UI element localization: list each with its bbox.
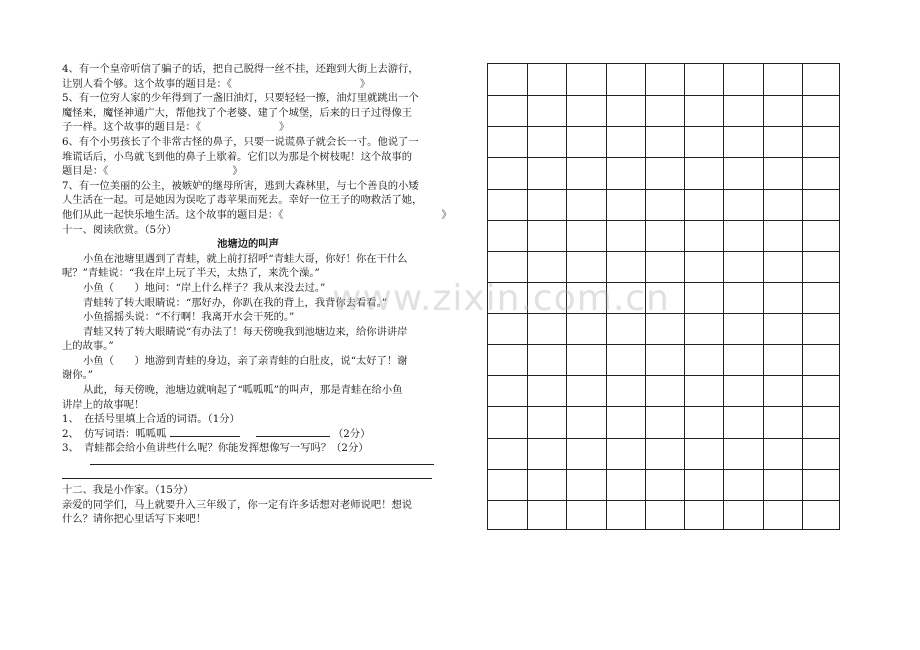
q7-line-2: 人生活在一起。可是她因为误吃了毒苹果而死去。幸好一位王子的吻救活了她， xyxy=(62,194,423,207)
answer-line-2[interactable] xyxy=(62,478,432,479)
reading-title: 池塘边的叫声 xyxy=(217,238,279,251)
composition-prompt-line-1: 亲爱的同学们，马上就要升入三年级了，你一定有许多话想对老师说吧！想说 xyxy=(62,498,413,511)
section-12-heading: 十二、我是小作家。（15分） xyxy=(62,484,194,497)
answer-line-1[interactable] xyxy=(90,464,434,465)
q7-line-3: 他们从此一起快乐地生活。这个故事的题目是：《 》 xyxy=(62,208,452,221)
reading-p6-line-1: 小鱼（ ）地游到青蛙的身边，亲了亲青蛙的白肚皮，说“太好了！谢 xyxy=(83,354,408,367)
task-3: 3、 青蛙都会给小鱼讲些什么呢？你能发挥想像写一写吗？（2分） xyxy=(62,442,369,455)
reading-p2: 小鱼（ ）地问：“岸上什么样子？我从来没去过。” xyxy=(83,281,326,294)
section-11-heading: 十一、阅读欣赏。（5分） xyxy=(62,223,177,236)
q4-line-1: 4、有一个皇帝听信了骗子的话，把自己脱得一丝不挂，还跑到大街上去游行， xyxy=(62,63,419,75)
q6-line-3: 题目是：《 》 xyxy=(62,165,243,178)
q4-line-2: 让别人看个够。这个故事的题目是：《 》 xyxy=(62,77,371,90)
reading-p7-line-2: 讲岸上的故事呢！ xyxy=(62,398,145,411)
q5-line-2: 魔怪来，魔怪神通广大，帮他找了个老婆、建了个城堡，后来的日子过得像王 xyxy=(62,106,413,119)
q6-line-2: 堆谎话后，小鸟就飞到他的鼻子上歇着。它们以为那是个树枝呢！这个故事的 xyxy=(62,150,413,163)
reading-p5-line-1: 青蛙又转了转大眼睛说“有办法了！每天傍晚我到池塘边来，给你讲讲岸 xyxy=(83,325,408,338)
answer-blank-1[interactable] xyxy=(170,427,240,437)
composition-prompt-line-2: 什么？请你把心里话写下来吧！ xyxy=(62,513,207,526)
reading-p6-line-2: 谢你。” xyxy=(62,369,94,382)
watermark: www.zixin.com.cn xyxy=(332,278,670,319)
reading-p3: 青蛙转了转大眼睛说：“那好办，你趴在我的背上，我背你去看看。” xyxy=(83,296,387,309)
q6-line-1: 6、有个小男孩长了个非常古怪的鼻子，只要一说谎鼻子就会长一寸。他说了一 xyxy=(62,135,419,148)
reading-p1-line-1: 小鱼在池塘里遇到了青蛙，就上前打招呼“青蛙大哥，你好！你在干什么 xyxy=(83,252,408,265)
q7-line-1: 7、有一位美丽的公主，被嫉妒的继母所害，逃到大森林里，与七个善良的小矮 xyxy=(62,179,419,192)
task-2: 2、 仿写词语：呱呱呱 （2分） xyxy=(62,427,371,440)
reading-p1-line-2: 呢？”青蛙说：“我在岸上玩了半天，太热了，来洗个澡。” xyxy=(62,267,320,280)
answer-blank-2[interactable] xyxy=(256,427,330,437)
reading-p5-line-2: 上的故事。” xyxy=(62,340,114,353)
task-1: 1、 在括号里填上合适的词语。（1分） xyxy=(62,413,240,426)
q5-line-3: 子一样。这个故事的题目是：《 》 xyxy=(62,121,290,134)
q5-line-1: 5、有一位穷人家的少年得到了一盏旧油灯，只要轻轻一擦，油灯里就跳出一个 xyxy=(62,92,419,105)
reading-p4: 小鱼摇摇头说：“不行啊！我离开水会干死的。” xyxy=(83,311,295,324)
reading-p7-line-1: 从此，每天傍晚，池塘边就响起了“呱呱呱”的叫声，那是青蛙在给小鱼 xyxy=(83,384,403,397)
